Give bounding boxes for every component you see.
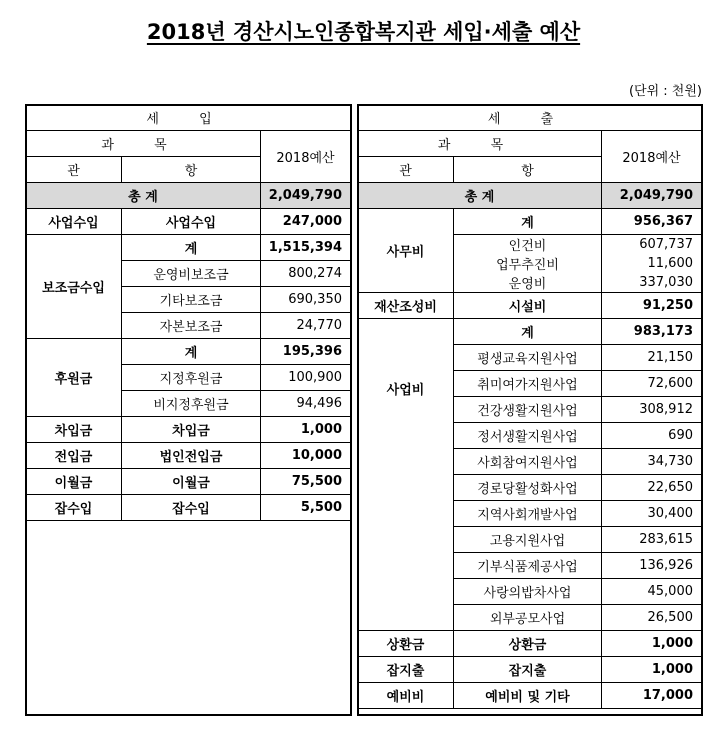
value-cell: 956,367 [602, 209, 702, 235]
hang-cell: 기부식품제공사업 [454, 553, 602, 579]
hang-cell: 차입금 [122, 417, 261, 443]
value-cell: 983,173 [602, 319, 702, 345]
value-cell: 24,770 [261, 313, 351, 339]
gwan-cell: 잡수입 [26, 495, 122, 521]
hang-cell: 잡수입 [122, 495, 261, 521]
value-cell: 1,000 [602, 631, 702, 657]
gwan-cell: 재산조성비 [358, 293, 454, 319]
gwan-cell: 전입금 [26, 443, 122, 469]
income-total-label: 총 계 [26, 183, 261, 209]
expense-hang-header: 항 [454, 157, 602, 183]
hang-cell: 계 [454, 209, 602, 235]
value-cell: 91,250 [602, 293, 702, 319]
hang-cell: 이월금 [122, 469, 261, 495]
hang-cell: 계 [122, 339, 261, 365]
value-cell: 72,600 [602, 371, 702, 397]
expense-budget-header: 2018예산 [602, 131, 702, 183]
hang-cell: 사업수입 [122, 209, 261, 235]
value-cell: 21,150 [602, 345, 702, 371]
value-cell: 1,000 [602, 657, 702, 683]
value-cell: 247,000 [261, 209, 351, 235]
income-gwan-header: 관 [26, 157, 122, 183]
table-row [26, 339, 351, 365]
table-row [358, 657, 702, 683]
hang-cell: 사회참여지원사업 [454, 449, 602, 475]
gwan-cell: 사업수입 [26, 209, 122, 235]
gwan-cell: 이월금 [26, 469, 122, 495]
value-cell: 607,737 [602, 235, 702, 255]
income-hang-header: 항 [122, 157, 261, 183]
value-cell: 1,515,394 [261, 235, 351, 261]
value-cell: 17,000 [602, 683, 702, 709]
value-cell: 26,500 [602, 605, 702, 631]
table-row [358, 209, 702, 235]
value-cell: 283,615 [602, 527, 702, 553]
page-title: 2018년 경산시노인종합복지관 세입·세출 예산 [146, 20, 581, 44]
hang-cell: 운영비 [454, 273, 602, 293]
value-cell: 5,500 [261, 495, 351, 521]
value-cell: 100,900 [261, 365, 351, 391]
hang-cell: 시설비 [454, 293, 602, 319]
hang-cell: 지역사회개발사업 [454, 501, 602, 527]
table-row [26, 209, 351, 235]
table-row [358, 319, 702, 345]
income-header: 세 입 [26, 105, 351, 131]
hang-cell: 예비비 및 기타 [454, 683, 602, 709]
hang-cell: 계 [122, 235, 261, 261]
value-cell: 22,650 [602, 475, 702, 501]
hang-cell: 지정후원금 [122, 365, 261, 391]
value-cell: 800,274 [261, 261, 351, 287]
value-cell: 75,500 [261, 469, 351, 495]
table-row [358, 683, 702, 709]
hang-cell: 고용지원사업 [454, 527, 602, 553]
hang-cell: 자본보조금 [122, 313, 261, 339]
table-row [358, 293, 702, 319]
expense-total-value: 2,049,790 [602, 183, 702, 209]
gwan-cell: 후원금 [26, 339, 122, 417]
income-budget-header: 2018예산 [261, 131, 351, 183]
income-subject-header: 과 목 [26, 131, 261, 157]
table-row [358, 631, 702, 657]
hang-cell: 정서생활지원사업 [454, 423, 602, 449]
table-row [26, 235, 351, 261]
gwan-cell: 예비비 [358, 683, 454, 709]
expense-gwan-header: 관 [358, 157, 454, 183]
value-cell: 45,000 [602, 579, 702, 605]
table-row [26, 495, 351, 521]
gwan-cell: 상환금 [358, 631, 454, 657]
expense-header: 세 출 [358, 105, 702, 131]
table-row [26, 417, 351, 443]
value-cell: 34,730 [602, 449, 702, 475]
income-table [25, 104, 351, 521]
hang-cell: 평생교육지원사업 [454, 345, 602, 371]
value-cell: 11,600 [602, 254, 702, 273]
gwan-cell: 잡지출 [358, 657, 454, 683]
gwan-cell: 사무비 [358, 209, 454, 293]
value-cell: 30,400 [602, 501, 702, 527]
hang-cell: 기타보조금 [122, 287, 261, 313]
value-cell: 10,000 [261, 443, 351, 469]
hang-cell: 인건비 [454, 235, 602, 255]
table-row [26, 469, 351, 495]
expense-table [357, 104, 702, 709]
gwan-cell: 사업비 [358, 319, 454, 631]
hang-cell: 상환금 [454, 631, 602, 657]
value-cell: 308,912 [602, 397, 702, 423]
hang-cell: 건강생활지원사업 [454, 397, 602, 423]
hang-cell: 운영비보조금 [122, 261, 261, 287]
table-row [26, 443, 351, 469]
expense-total-row [358, 183, 702, 209]
income-total-row [26, 183, 351, 209]
hang-cell: 계 [454, 319, 602, 345]
gwan-cell: 보조금수입 [26, 235, 122, 339]
hang-cell: 사랑의밥차사업 [454, 579, 602, 605]
expense-total-label: 총 계 [358, 183, 602, 209]
value-cell: 195,396 [261, 339, 351, 365]
hang-cell: 취미여가지원사업 [454, 371, 602, 397]
gwan-cell: 차입금 [26, 417, 122, 443]
hang-cell: 업무추진비 [454, 254, 602, 273]
unit-label: (단위 : 천원) [628, 84, 702, 99]
income-total-value: 2,049,790 [261, 183, 351, 209]
value-cell: 337,030 [602, 273, 702, 293]
hang-cell: 법인전입금 [122, 443, 261, 469]
hang-cell: 경로당활성화사업 [454, 475, 602, 501]
value-cell: 136,926 [602, 553, 702, 579]
value-cell: 1,000 [261, 417, 351, 443]
hang-cell: 외부공모사업 [454, 605, 602, 631]
value-cell: 690,350 [261, 287, 351, 313]
expense-subject-header: 과 목 [358, 131, 602, 157]
value-cell: 94,496 [261, 391, 351, 417]
value-cell: 690 [602, 423, 702, 449]
hang-cell: 잡지출 [454, 657, 602, 683]
hang-cell: 비지정후원금 [122, 391, 261, 417]
